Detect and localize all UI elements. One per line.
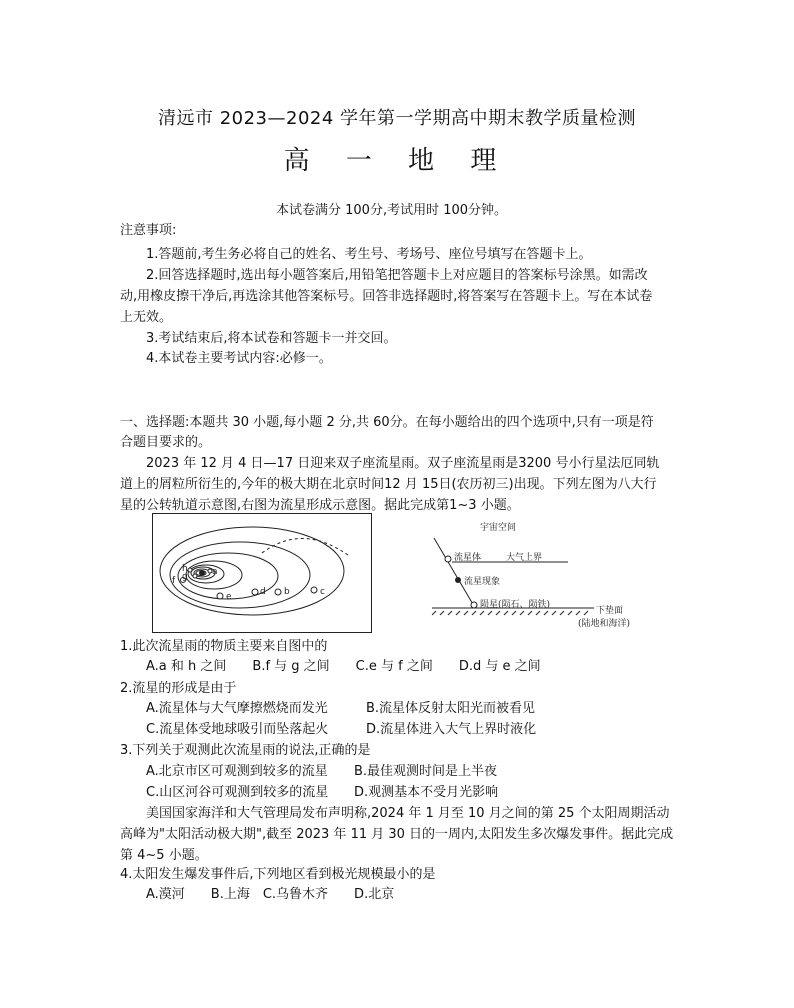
q2-option-b: B.流星体反射太阳光而被看见 [366, 701, 536, 716]
q3-option-d: D.观测基本不受月光影响 [354, 785, 499, 800]
planet-label-e: e [226, 592, 232, 602]
q3-option-a: A.北京市区可观测到较多的流星 [146, 764, 328, 779]
q2-stem: 2.流星的形成是由于 [120, 681, 237, 696]
planet-label-d: d [260, 587, 266, 597]
meteor-burst [455, 577, 461, 583]
passage2-line-b: 高峰为"太阳活动极大期",截至 2023 年 11 月 30 日的一周内,太阳发生多次爆发事件。据此完成 [120, 827, 674, 842]
orbit-diagram [152, 513, 372, 633]
planet-label-c: c [320, 587, 325, 597]
notice-2c: 上无效。 [120, 310, 173, 325]
notice-heading: 注意事项: [120, 223, 177, 238]
q1-stem: 1.此次流星雨的物质主要来自图中的 [120, 639, 328, 654]
planet-label-b: b [284, 587, 290, 597]
notice-2b: 动,用橡皮擦干净后,再选涂其他答案标号。回答非选择题时,将答案写在答题卡上。写在本试卷 [120, 289, 653, 304]
q2-option-a: A.流星体与大气摩擦燃烧而发光 [146, 701, 328, 716]
notice-3: 3.考试结束后,将本试卷和答题卡一并交回。 [146, 331, 397, 346]
label-surface-note: (陆地和海洋) [578, 619, 631, 629]
exam-info: 本试卷满分 100分,考试用时 100分钟。 [276, 203, 508, 218]
q1-options: A.a 和 h 之间 B.f 与 g 之间 C.e 与 f 之间 D.d 与 e 之间 [146, 659, 541, 674]
planet-label-f: f [172, 576, 176, 586]
q3-option-c: C.山区河谷可观测到较多的流星 [146, 785, 329, 800]
meteor-diagram [428, 518, 668, 633]
notice-1: 1.答题前,考生务必将自己的姓名、考生号、考场号、座位号填写在答题卡上。 [146, 247, 592, 262]
passage2-line-c: 第 4~5 小题。 [120, 848, 208, 863]
label-phenomenon: 流星现象 [464, 577, 501, 587]
meteorite-dot [471, 602, 477, 608]
label-space: 宇宙空间 [480, 523, 517, 533]
label-surface: 下垫面 [596, 606, 624, 616]
passage1-line-a: 2023 年 12 月 4 日—17 日迎来双子座流星雨。双子座流星雨是3200 号小行星法厄同轨 [146, 456, 660, 471]
label-atmos: 大气上界 [506, 553, 543, 563]
section-heading-a: 一、选择题:本题共 30 小题,每小题 2 分,共 60分。在每小题给出的四个选项中,只有一项是符 [120, 415, 654, 430]
notice-2a: 2.回答选择题时,选出每小题答案后,用铅笔把答题卡上对应题目的答案标号涂黑。如需改 [146, 268, 648, 283]
planet-label-g: g [182, 572, 188, 582]
q4-stem: 4.太阳发生爆发事件后,下列地区看到极光规模最小的是 [120, 867, 436, 882]
passage1-line-b: 道上的屑粒所衍生的,今年的极大期在北京时间12 月 15日(农历初三)出现。下列左图为八大行 [120, 477, 657, 492]
q2-option-c: C.流星体受地球吸引而坠落起火 [146, 722, 329, 737]
q3-stem: 3.下列关于观测此次流星雨的说法,正确的是 [120, 743, 371, 758]
section-heading-b: 合题目要求的。 [120, 435, 212, 450]
q3-option-b: B.最佳观测时间是上半夜 [354, 764, 498, 779]
passage2-line-a: 美国国家海洋和大气管理局发布声明称,2024 年 1 月至 10 月之间的第 25 个太阳周期活动 [146, 806, 670, 821]
q4-options: A.漠河 B.上海 C.乌鲁木齐 D.北京 [146, 887, 395, 902]
planet-label-a: a [212, 567, 218, 577]
notice-4: 4.本试卷主要考试内容:必修一。 [146, 351, 332, 366]
passage1-line-c: 星的公转轨道示意图,右图为流星形成示意图。据此完成第1~3 小题。 [120, 498, 520, 513]
meteoroid-dot [445, 556, 451, 562]
sun-dot [199, 570, 205, 576]
label-meteorite: 陨星(陨石、陨铁) [480, 600, 551, 610]
subject-title: 高 一 地 理 [283, 146, 511, 176]
page-title: 清远市 2023—2024 学年第一学期高中期末教学质量检测 [157, 108, 637, 129]
label-meteoroid: 流星体 [454, 553, 482, 563]
q2-option-d: D.流星体进入大气上界时液化 [366, 722, 537, 737]
planet-label-h: h [182, 564, 188, 574]
